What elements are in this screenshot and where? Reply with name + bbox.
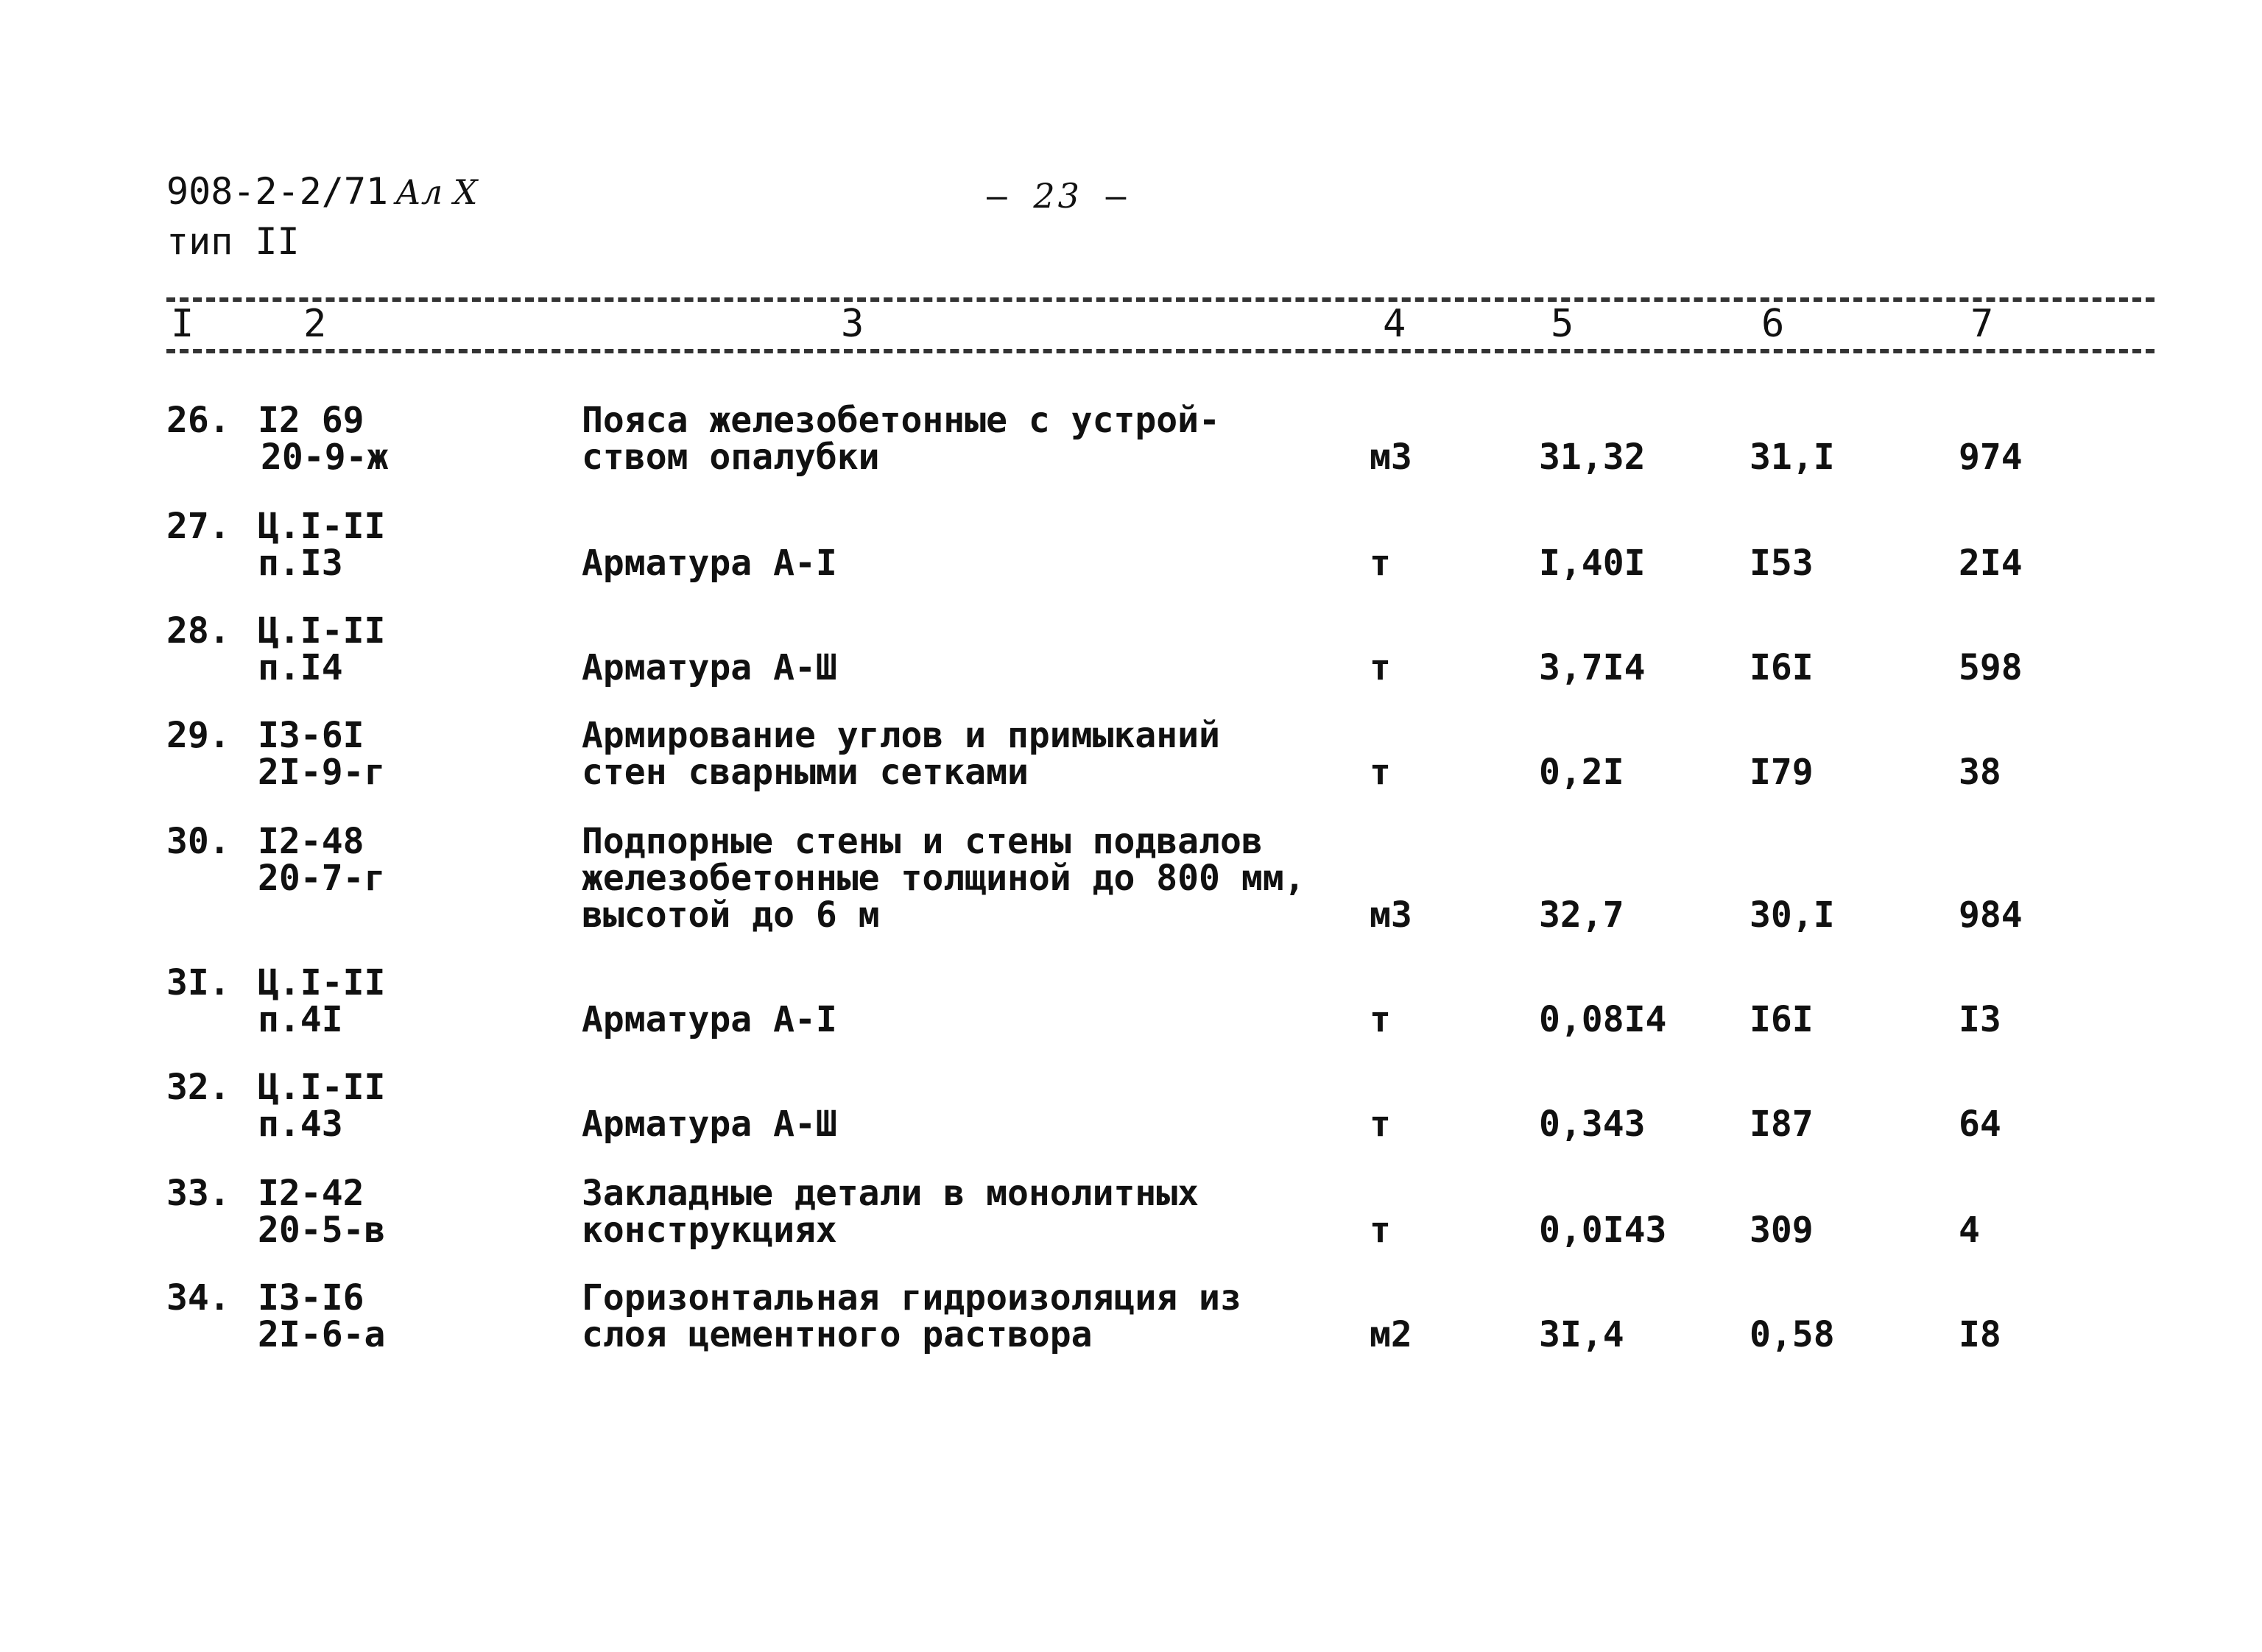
column-header-6: 6 [1757, 302, 1789, 346]
row-number: 29. [166, 715, 230, 756]
column-dashed-rule [166, 349, 2154, 353]
document-type: тип II [166, 220, 300, 263]
document-code-text: 908-2-2/71 [166, 170, 389, 213]
norm-code: I3-I6 2I-6-а [258, 1277, 386, 1355]
column-header-3: 3 [836, 302, 868, 346]
work-description: Арматура А-Ш [582, 1104, 837, 1145]
quantity: 32,7 [1539, 894, 1624, 936]
column-header-1: I [166, 302, 198, 346]
work-description: Армирование углов и примыканий стен сварными сетками [582, 715, 1220, 793]
norm-code: Ц.I-II п.I4 [258, 610, 386, 688]
unit-price: 309 [1750, 1210, 1814, 1251]
norm-code: Ц.I-II п.4I [258, 962, 386, 1040]
row-number: 32. [166, 1067, 230, 1108]
norm-code: I3-6I 2I-9-г [258, 715, 386, 793]
quantity: 3I,4 [1539, 1314, 1624, 1355]
total-cost: I3 [1959, 999, 2001, 1040]
norm-code: I2-42 20-5-в [258, 1173, 386, 1251]
quantity: I,40I [1539, 543, 1646, 584]
work-description: Пояса железобетонные с устрой- ством опалубки [582, 400, 1220, 478]
unit: т [1370, 1210, 1391, 1251]
total-cost: 64 [1959, 1104, 2001, 1145]
quantity: 0,08I4 [1539, 999, 1667, 1040]
total-cost: 38 [1959, 752, 2001, 793]
norm-code: I2 69 20-9-ж [258, 400, 389, 478]
unit: т [1370, 999, 1391, 1040]
work-description: Арматура А-I [582, 999, 837, 1040]
column-header-5: 5 [1546, 302, 1578, 346]
quantity: 0,0I43 [1539, 1210, 1667, 1251]
row-number: 27. [166, 506, 230, 547]
unit-price: I6I [1750, 999, 1814, 1040]
row-number: 33. [166, 1173, 230, 1214]
norm-code: Ц.I-II п.43 [258, 1067, 386, 1145]
unit-price: 31,I [1750, 437, 1835, 478]
top-dashed-rule [166, 297, 2154, 302]
unit: т [1370, 1104, 1391, 1145]
total-cost: 984 [1959, 894, 2023, 936]
work-description: Арматура А-Ш [582, 647, 837, 688]
page-number-value: 23 [1033, 176, 1082, 216]
quantity: 31,32 [1539, 437, 1646, 478]
row-number: 30. [166, 821, 230, 862]
unit-price: I79 [1750, 752, 1814, 793]
row-number: 26. [166, 400, 230, 441]
row-number: 34. [166, 1277, 230, 1319]
norm-code: Ц.I-II п.I3 [258, 506, 386, 584]
work-description: Подпорные стены и стены подвалов железобетонные толщиной до 800 мм, высотой до 6 м [582, 821, 1306, 936]
unit: м2 [1370, 1314, 1412, 1355]
unit-price: I53 [1750, 543, 1814, 584]
row-number: 3I. [166, 962, 230, 1003]
column-header-4: 4 [1378, 302, 1410, 346]
unit: т [1370, 543, 1391, 584]
norm-code: I2-48 20-7-г [258, 821, 386, 899]
row-number: 28. [166, 610, 230, 652]
quantity: 3,7I4 [1539, 647, 1646, 688]
work-description: Арматура А-I [582, 543, 837, 584]
quantity: 0,2I [1539, 752, 1624, 793]
column-header-2: 2 [299, 302, 331, 346]
total-cost: 4 [1959, 1210, 1980, 1251]
unit: м3 [1370, 437, 1412, 478]
total-cost: I8 [1959, 1314, 2001, 1355]
unit-price: 0,58 [1750, 1314, 1835, 1355]
handwritten-note: Ал X [395, 172, 478, 212]
unit: т [1370, 752, 1391, 793]
unit-price: 30,I [1750, 894, 1835, 936]
page-number: – 23 – [987, 176, 1130, 216]
total-cost: 2I4 [1959, 543, 2023, 584]
document-code [166, 169, 478, 214]
work-description: Горизонтальная гидроизоляция из слоя цементного раствора [582, 1277, 1241, 1355]
work-description: Закладные детали в монолитных конструкциях [582, 1173, 1199, 1251]
unit-price: I87 [1750, 1104, 1814, 1145]
quantity: 0,343 [1539, 1104, 1646, 1145]
unit-price: I6I [1750, 647, 1814, 688]
total-cost: 974 [1959, 437, 2023, 478]
unit: т [1370, 647, 1391, 688]
total-cost: 598 [1959, 647, 2023, 688]
unit: м3 [1370, 894, 1412, 936]
column-header-7: 7 [1966, 302, 1998, 346]
